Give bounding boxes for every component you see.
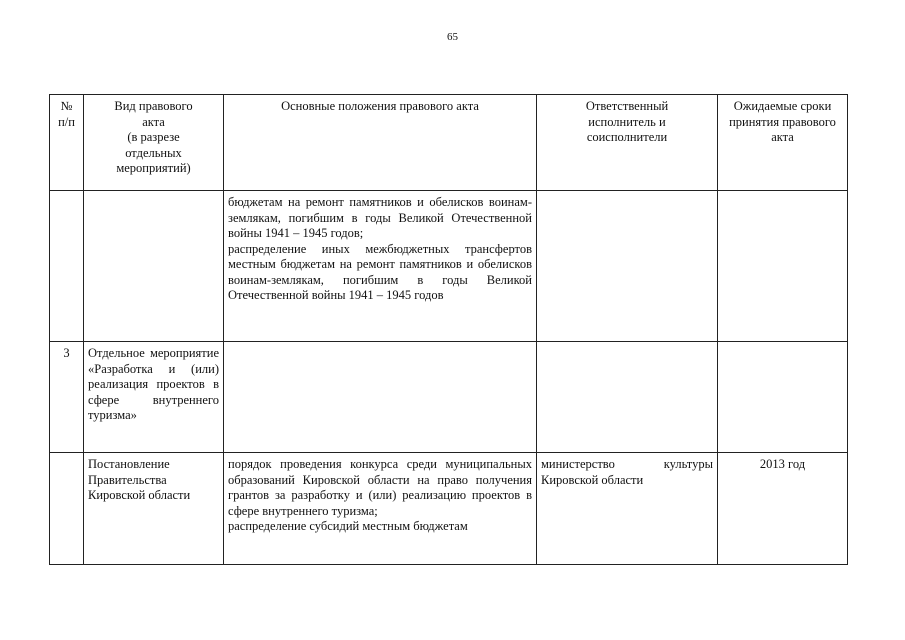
row-responsible [537, 342, 718, 453]
row-act-type [84, 191, 224, 342]
legal-acts-table [49, 94, 848, 565]
row-act-type: Постановление Правительства Кировской области [84, 453, 224, 565]
header-responsible: Ответственный исполнитель и соисполнители [537, 95, 718, 191]
row-act-type: Отдельное мероприятие «Разработка и (или) реализация проектов в сфере внутреннего туризма» [84, 342, 224, 453]
table-header-row [50, 95, 848, 191]
page-number: 65 [447, 31, 458, 43]
header-act-type: Вид правового акта (в разрезе отдельных мероприятий) [84, 95, 224, 191]
table-row [50, 453, 848, 565]
row-provisions [224, 342, 537, 453]
header-provisions: Основные положения правового акта [224, 95, 537, 191]
row-provisions: бюджетам на ремонт памятников и обелисков воинам-землякам, погибшим в годы Великой Отечественной войны 1941 – 1945 годов; распределение иных межбюджетных трансфертов местным бюджетам на ремонт памятников и обелисков воинам-землякам, погибшим в годы Великой Отечественной войны 1941 – 1945 годов [224, 191, 537, 342]
table-row [50, 191, 848, 342]
row-num [50, 191, 84, 342]
row-deadline [718, 191, 848, 342]
row-num [50, 453, 84, 565]
row-provisions: порядок проведения конкурса среди муниципальных образований Кировской области на право получения грантов за разработку и (или) реализацию проектов в сфере внутреннего туризма; распределение субсидий местным бюджетам [224, 453, 537, 565]
row-num: 3 [50, 342, 84, 453]
row-responsible: министерство культуры Кировской области [537, 453, 718, 565]
header-num: № п/п [50, 95, 84, 191]
row-deadline: 2013 год [718, 453, 848, 565]
table-row [50, 342, 848, 453]
row-responsible [537, 191, 718, 342]
header-deadline: Ожидаемые сроки принятия правового акта [718, 95, 848, 191]
row-deadline [718, 342, 848, 453]
